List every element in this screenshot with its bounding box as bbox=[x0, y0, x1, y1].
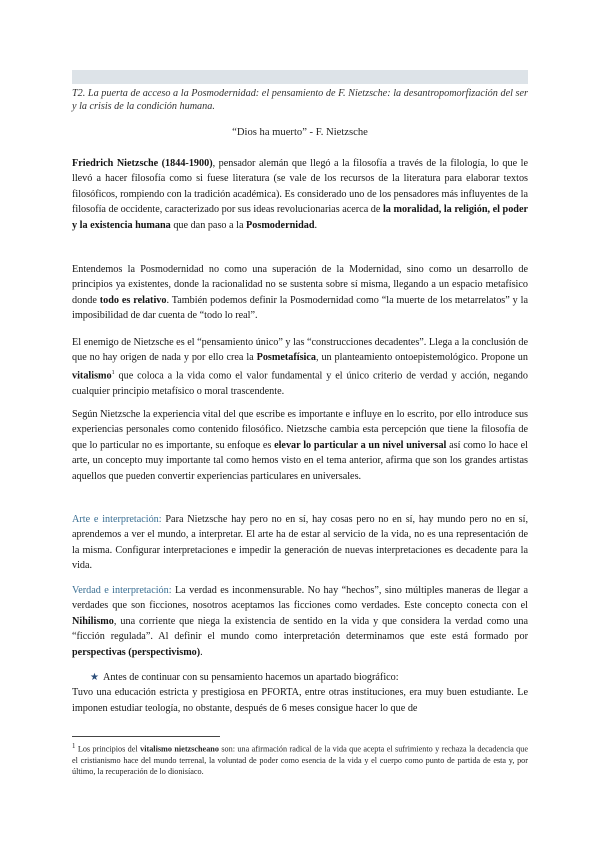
footnote-divider bbox=[72, 736, 220, 737]
document-title: T2. La puerta de acceso a la Posmodernidad: el pensamiento de F. Nietzsche: la desantropomorfización del ser y la crisis de la condición humana. bbox=[72, 88, 528, 112]
bio-text: Tuvo una educación estricta y prestigiosa en PFORTA, entre otras instituciones, era muy buen estudiante. Le imponen estudiar teología, no obstante, después de 6 meses consigue hacer lo que de bbox=[72, 687, 528, 714]
paragraph-experiencia: Según Nietzsche la experiencia vital del que escribe es importante e influye en lo escrito, por ello introduce sus experiencias personales como contenido filosófico. Nietzsche cambia esta percepción que tiene la filosofía de que lo particular no es importante, su enfoque es elevar lo particular a un nivel universal así como lo hace el arte, un concepto muy importante tal como hemos visto en el tema anterior, afirma que son los grandes artistas aquellos que pueden convertir experiencias particulares en universales. bbox=[72, 409, 528, 482]
footnote-number: 1 bbox=[72, 743, 76, 750]
footnote: $^1$ Los principios del vitalismo nietzscheano son: una afirmación radical de la vida que acepta el sufrimiento y rechaza la decadencia que el cristianismo hace del mundo terrenal, la voluntad de poder como esencia de la vida y el cuerpo como punto de partida de esta y, por último, la recuperación de lo dionisíaco. bbox=[72, 743, 529, 777]
paragraph-intro: Friedrich Nietzsche (1844-1900), pensador alemán que llegó a la filosofía a través de la filología, lo que le llevó a hacer filosofía como si fuese literatura (se vale de los recursos de la literatura para elaborar textos filosóficos, rompiendo con la tradición académica). Es considerado uno de los pensadores más influyentes de la filosofía de occidente, caracterizado por sus ideas revolucionarias acerca de la moralidad, la religión, el poder y la existencia humana que dan paso a la Posmodernidad. bbox=[72, 158, 529, 231]
bold-text: Friedrich Nietzsche (1844-1900) bbox=[72, 158, 213, 169]
bio-intro-line: ★ Antes de continuar con su pensamiento hacemos un apartado biográfico: bbox=[90, 672, 399, 683]
section-heading-verdad: Verdad e interpretación: bbox=[72, 585, 172, 596]
footnote-ref[interactable]: 1 bbox=[111, 369, 115, 376]
paragraph-arte: Arte e interpretación: Para Nietzsche hay pero no en sí, hay cosas pero no en sí, hay mundo pero no en sí, aprendemos a ver el mundo, a interpretar. El arte ha de estar al servicio de la vida, no es una representación de la misma. Configurar interpretaciones e impedir la generación de nuevas interpretaciones es decadente para la vida. bbox=[72, 514, 528, 572]
section-heading-arte: Arte e interpretación: bbox=[72, 514, 162, 525]
header-bar bbox=[72, 70, 528, 84]
bio-section bbox=[72, 670, 528, 716]
paragraph-posmodernidad: Entendemos la Posmodernidad no como una superación de la Modernidad, sino como un desarrollo de principios ya existentes, donde la racionalidad no se sustenta sobre sí misma, llegando a un espacio metafísico donde todo es relativo. También podemos definir la Posmodernidad como “la muerte de los metarrelatos” y la imposibilidad de dar cuenta de “todo lo real”. bbox=[72, 264, 528, 322]
paragraph-enemigo: El enemigo de Nietzsche es el “pensamiento único” y las “construcciones decadentes”. Llega a la conclusión de que no hay origen de nada y por ello crea la Posmetafísica, un planteamiento ontoepistemológico. Propone un vitalismo$^1$ que coloca a la vida como el valor fundamental y el único criterio de verdad y acción, negando cualquier principio metafísico o moral trascendente. bbox=[72, 337, 528, 397]
paragraph-verdad: Verdad e interpretación: La verdad es inconmensurable. No hay “hechos”, sino múltiples maneras de llegar a verdades que son ficciones, nosotros aceptamos las ficciones como verdades. Este concepto conecta con el Nihilismo, una corriente que niega la existencia de sentido en la vida y que considera la verdad como una “ficción regulada”. Al definir el mundo como interpretación determinamos que este está formado por perspectivas (perspectivismo). bbox=[72, 585, 528, 658]
star-icon: ★ bbox=[90, 672, 99, 683]
nietzsche-quote: “Dios ha muerto” - F. Nietzsche bbox=[232, 127, 368, 138]
